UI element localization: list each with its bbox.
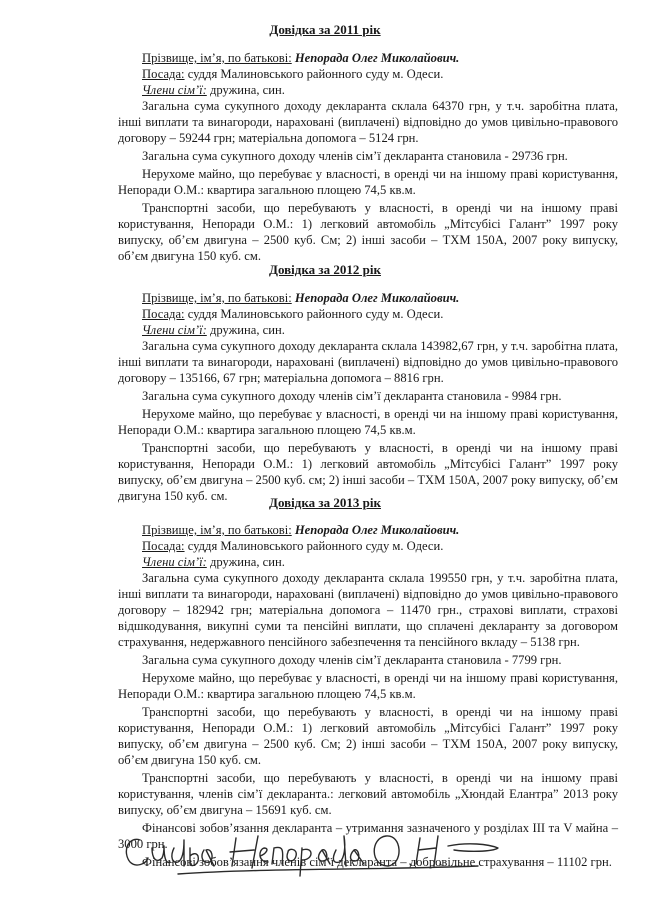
section-title-2012: Довідка за 2012 рік	[269, 262, 381, 277]
surname-value: Непорада Олег Миколайович.	[294, 51, 460, 65]
family-value: дружина, син.	[209, 555, 285, 569]
family-label: Члени сім’ї:	[142, 555, 207, 569]
position-line	[118, 306, 618, 322]
position-label: Посада:	[142, 67, 185, 81]
surname-value: Непорада Олег Миколайович.	[294, 523, 460, 537]
surname-value: Непорада Олег Миколайович.	[294, 291, 460, 305]
position-label: Посада:	[142, 307, 185, 321]
position-value: суддя Малиновського районного суду м. Одеси.	[187, 539, 444, 553]
income-paragraph: Загальна сума сукупного доходу декларанта склала 199550 грн, у т.ч. заробітна плата, інші виплати та винагороди, нараховані (виплачені) відповідно до умов цивільно-правового договору – 182942 грн; матеріальна допомога – 11470 грн., страхові виплати, страхові відшкодування, викупні суми та пенсійні виплати, що сплачені декларанту за договором страхування, недержавного пенсійного забезпечення та пенсійного вкладу – 5138 грн.	[118, 571, 618, 649]
section-2011	[118, 50, 618, 264]
surname-label: Прізвище, ім’я, по батькові:	[142, 291, 292, 305]
family-vehicles-paragraph: Транспортні засоби, що перебувають у власності, в оренді чи на іншому праві користування, членів сім’ї декларанта.: легковий автомобіль „Хюндай Елантра” 2013 року випуску, об’єм двигуна – 15691 куб. см.	[118, 771, 618, 817]
section-title-2013: Довідка за 2013 рік	[269, 495, 381, 510]
position-line	[118, 66, 618, 82]
section-title-2011: Довідка за 2011 рік	[269, 22, 381, 37]
family-label: Члени сім’ї:	[142, 83, 207, 97]
financial-obligations-declarant: Фінансові зобов’язання декларанта – утримання зазначеного у розділах ІІІ та V майна – 3000 грн.	[118, 821, 618, 851]
family-line	[118, 554, 618, 570]
family-value: дружина, син.	[209, 83, 285, 97]
surname-label: Прізвище, ім’я, по батькові:	[142, 51, 292, 65]
family-income-paragraph: Загальна сума сукупного доходу членів сім’ї декларанта становила - 9984 грн.	[142, 389, 562, 403]
family-line	[118, 82, 618, 98]
family-income-paragraph: Загальна сума сукупного доходу членів сім’ї декларанта становила - 7799 грн.	[142, 653, 562, 667]
income-paragraph: Загальна сума сукупного доходу декларанта склала 64370 грн, у т.ч. заробітна плата, інші виплати та винагороди, нараховані (виплачені) відповідно до умов цивільно-правового договору – 59244 грн; матеріальна допомога – 5124 грн.	[118, 99, 618, 145]
handwritten-signature	[118, 818, 518, 888]
position-label: Посада:	[142, 539, 185, 553]
vehicles-paragraph: Транспортні засоби, що перебувають у власності, в оренді чи на іншому праві користування, Непоради О.М.: 1) легковий автомобіль „Мітсубісі Галант” 1997 року випуску, об’єм двигуна – 2500 куб. См; 2) інші засоби – ТХМ 150А, 2007 року випуску, об’єм двигуна 150 куб. см.	[118, 705, 618, 767]
real-estate-paragraph: Нерухоме майно, що перебуває у власності, в оренді чи на іншому праві користування, Непоради О.М.: квартира загальною площею 74,5 кв.м.	[118, 407, 618, 437]
family-line	[118, 322, 618, 338]
family-label: Члени сім’ї:	[142, 323, 207, 337]
section-2012	[118, 290, 618, 504]
vehicles-paragraph: Транспортні засоби, що перебувають у власності, в оренді чи на іншому праві користування, Непоради О.М.: 1) легковий автомобіль „Мітсубісі Галант” 1997 року випуску, об’єм двигуна – 2500 куб. См; 2) інші засоби – ТХМ 150А, 2007 року випуску, об’єм двигуна 150 куб. см.	[118, 201, 618, 263]
surname-line	[118, 290, 618, 306]
position-value: суддя Малиновського районного суду м. Одеси.	[187, 67, 444, 81]
surname-label: Прізвище, ім’я, по батькові:	[142, 523, 292, 537]
financial-obligations-family: Фінансові зобов’язання членів сім’ї декларанта – добровільне страхування – 11102 грн.	[142, 855, 612, 869]
vehicles-paragraph: Транспортні засоби, що перебувають у власності, в оренді чи на іншому праві користування, Непоради О.М.: 1) легковий автомобіль „Мітсубісі Галант” 1997 року випуску, об’єм двигуна – 2500 куб. см; 2) інші засоби – ТХМ 150А, 2007 року випуску, об’єм двигуна 150 куб. см.	[118, 441, 618, 503]
family-value: дружина, син.	[209, 323, 285, 337]
real-estate-paragraph: Нерухоме майно, що перебуває у власності, в оренді чи на іншому праві користування, Непоради О.М.: квартира загальною площею 74,5 кв.м.	[118, 671, 618, 701]
position-value: суддя Малиновського районного суду м. Одеси.	[187, 307, 444, 321]
family-income-paragraph: Загальна сума сукупного доходу членів сім’ї декларанта становила - 29736 грн.	[142, 149, 568, 163]
real-estate-paragraph: Нерухоме майно, що перебуває у власності, в оренді чи на іншому праві користування, Непоради О.М.: квартира загальною площею 74,5 кв.м.	[118, 167, 618, 197]
position-line	[118, 538, 618, 554]
surname-line	[118, 50, 618, 66]
income-paragraph: Загальна сума сукупного доходу декларанта склала 143982,67 грн, у т.ч. заробітна плата, інші виплати та винагороди, нараховані (виплачені) відповідно до умов цивільно-правового договору – 135166, 67 грн; матеріальна допомога – 8816 грн.	[118, 339, 618, 385]
surname-line	[118, 522, 618, 538]
